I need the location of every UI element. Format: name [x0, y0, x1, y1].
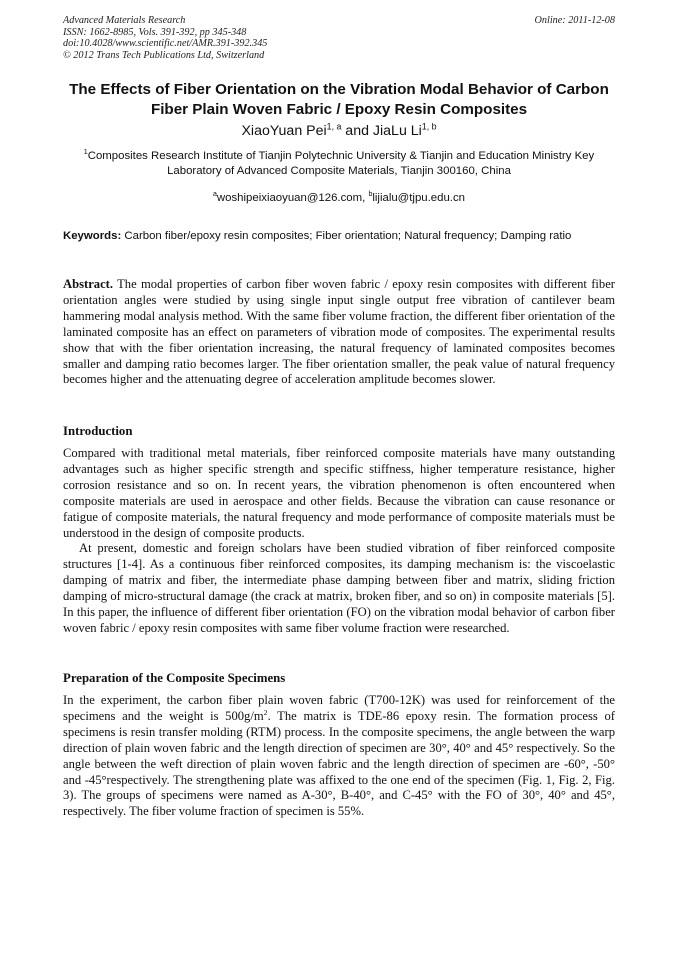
abstract-text: The modal properties of carbon fiber woven fabric / epoxy resin composites with different fiber orientation angles were studied by using single input single output free vibration of cantilever beam hammering modal analysis method. With the same fiber volume fraction, the different fiber orientation of the laminated composite has an effect on parameters of vibration mode of composites. The experimental results show that with the fiber orientation increasing, the natural frequency of laminated composites becomes smaller and damping ratio becomes larger. The fiber orientation smaller, the peak value of natural frequency becomes higher and the attenuating degree of acceleration amplitude becomes slower. — [63, 277, 615, 387]
affiliation-text: Composites Research Institute of Tianjin Polytechnic University & Tianjin and Education Ministry Key Laboratory of Advanced Composite Materials, Tianjin 300160, China — [87, 150, 595, 177]
author-line — [63, 122, 615, 140]
abstract-label: Abstract. — [63, 277, 114, 291]
author-connector: and — [341, 123, 373, 139]
issn-line: ISSN: 1662-8985, Vols. 391-392, pp 345-348 — [63, 26, 247, 38]
author-name: JiaLu Li — [372, 123, 422, 139]
paragraph-text: . The matrix is TDE-86 epoxy resin. The formation process of specimens is resin transfer molding (RTM) process. In the composite specimens, the angle between the warp direction of plain woven fabric and the length direction of specimen are 30°, 40° and 45° respectively. So the angle between the weft direction of plain woven fabric and the length direction of specimen are -60°, -50° and -45°respectively. The strengthening plate was affixed to the one end of the specimen (Fig. 1, Fig. 2, Fig. 3). The groups of specimens were named as A-30°, B-40°, and C-45° with the FO of 30°, 40° and 45°, respectively. The fiber volume fraction of specimen is 55%. — [63, 708, 615, 819]
email-separator: , — [362, 192, 369, 204]
paper-title: The Effects of Fiber Orientation on the Vibration Modal Behavior of Carbon Fiber Plain Woven Fabric / Epoxy Resin Composites — [69, 81, 609, 118]
section-heading-preparation: Preparation of the Composite Specimens — [63, 671, 286, 685]
author-name: XiaoYuan Pei — [241, 123, 327, 139]
introduction-body — [63, 446, 615, 637]
keywords-label: Keywords: — [63, 230, 122, 242]
email-link[interactable]: lijialu@tjpu.edu.cn — [372, 192, 465, 204]
unit-superscript: 2 — [263, 707, 268, 717]
affiliation — [63, 149, 615, 179]
section-heading-introduction: Introduction — [63, 424, 133, 438]
keywords-text: Carbon fiber/epoxy resin composites; Fiber orientation; Natural frequency; Damping ratio — [121, 230, 572, 242]
online-date: Online: 2011-12-08 — [534, 15, 615, 26]
copyright-line: © 2012 Trans Tech Publications Ltd, Switzerland — [63, 49, 265, 61]
affiliation-superscript: 1 — [83, 149, 88, 157]
email-superscript: b — [368, 191, 373, 199]
author-emails — [63, 191, 615, 206]
doi-line[interactable]: doi:10.4028/www.scientific.net/AMR.391-392.345 — [63, 38, 268, 50]
abstract — [63, 277, 615, 388]
publication-info — [63, 15, 443, 61]
paragraph-text: In the experiment, the carbon fiber plain woven fabric (T700-12K) was used for reinforcement of the specimens and the weight is 500g/m — [63, 693, 615, 723]
preparation-body — [63, 693, 615, 820]
keywords — [63, 229, 615, 244]
author-superscript: 1, b — [421, 121, 437, 132]
author-superscript: 1, a — [326, 121, 342, 132]
email-link[interactable]: woshipeixiaoyuan@126.com — [216, 192, 363, 204]
paragraph: At present, domestic and foreign scholars have been studied vibration of fiber reinforced composite structures [1-4]. As a continuous fiber reinforced composites, its damping mechanism is: the viscoelastic damping of matrix and fiber, the intermediate phase damping between fiber and matrix, sliding friction damping of micro-structural damage (the crack at matrix, broken fiber, and so on) in composite materials [5]. In this paper, the influence of different fiber orientation (FO) on the vibration modal behavior of carbon fiber woven fabric / epoxy resin composites with same fiber volume fraction were researched. — [63, 541, 615, 635]
paragraph: Compared with traditional metal materials, fiber reinforced composite materials have many outstanding advantages such as higher specific strength and specific stiffness, higher temperature resistance, higher corrosion resistance and so on. In recent years, the vibration phenomenon is often encountered when composite materials are used in aerospace and other fields. Because the vibration can cause resonance or fatigue of composite materials, the natural frequency and mode performance of composite materials must be understood in the design of composite products. — [63, 446, 615, 540]
email-superscript: a — [213, 191, 217, 199]
journal-name: Advanced Materials Research — [63, 15, 186, 26]
